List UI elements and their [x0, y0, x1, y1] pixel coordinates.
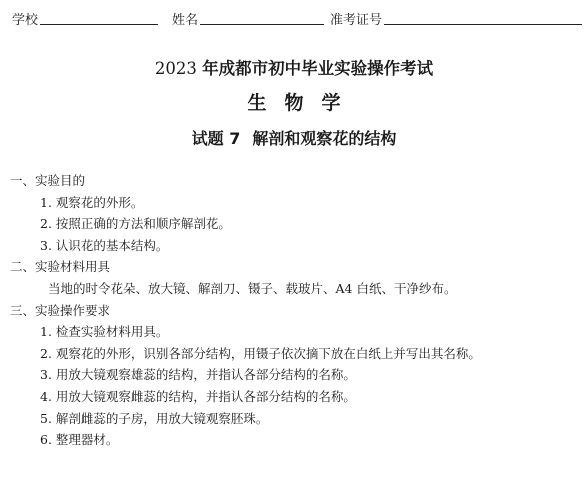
school-label: 学校: [12, 13, 39, 28]
exam-body: [10, 170, 580, 451]
exam-id-label: 准考证号: [330, 13, 383, 28]
list-item: 1. 观察花的外形。: [40, 194, 144, 210]
topic-title: [0, 126, 588, 149]
list-item: 2. 观察花的外形，识别各部分结构，用镊子依次摘下放在白纸上并写出其名称。: [40, 345, 481, 361]
section-heading: 三、实验操作要求: [10, 302, 111, 318]
section-heading: 一、实验目的: [10, 173, 86, 188]
school-blank-line: [40, 24, 158, 25]
list-item: 1. 检查实验材料用具。: [40, 324, 169, 340]
list-item: 4. 用放大镜观察雌蕊的结构，并指认各部分结构的名称。: [40, 388, 356, 404]
section-heading: 二、实验材料用具: [10, 259, 111, 275]
topic-number: 试题 7: [191, 129, 241, 148]
name-blank-line: [200, 24, 324, 25]
candidate-info-header: [12, 9, 582, 31]
exam-title: [0, 55, 588, 79]
materials-text: 当地的时令花朵、放大镜、解剖刀、镊子、载玻片、A4 白纸、干净纱布。: [48, 280, 457, 296]
subject-title: 生物学: [247, 92, 359, 114]
list-item: 3. 用放大镜观察雄蕊的结构，并指认各部分结构的名称。: [40, 367, 356, 383]
exam-title-text: 年成都市初中毕业实验操作考试: [202, 59, 434, 78]
exam-year: 2023: [154, 59, 197, 78]
name-label: 姓名: [172, 13, 199, 28]
list-item: 3. 认识花的基本结构。: [40, 237, 169, 253]
list-item: 2. 按照正确的方法和顺序解剖花。: [40, 216, 231, 232]
list-item: 5. 解剖雌蕊的子房，用放大镜观察胚珠。: [40, 410, 269, 426]
exam-id-blank-line: [384, 24, 582, 25]
topic-name: 解剖和观察花的结构: [252, 129, 397, 148]
list-item: 6. 整理器材。: [40, 432, 119, 448]
